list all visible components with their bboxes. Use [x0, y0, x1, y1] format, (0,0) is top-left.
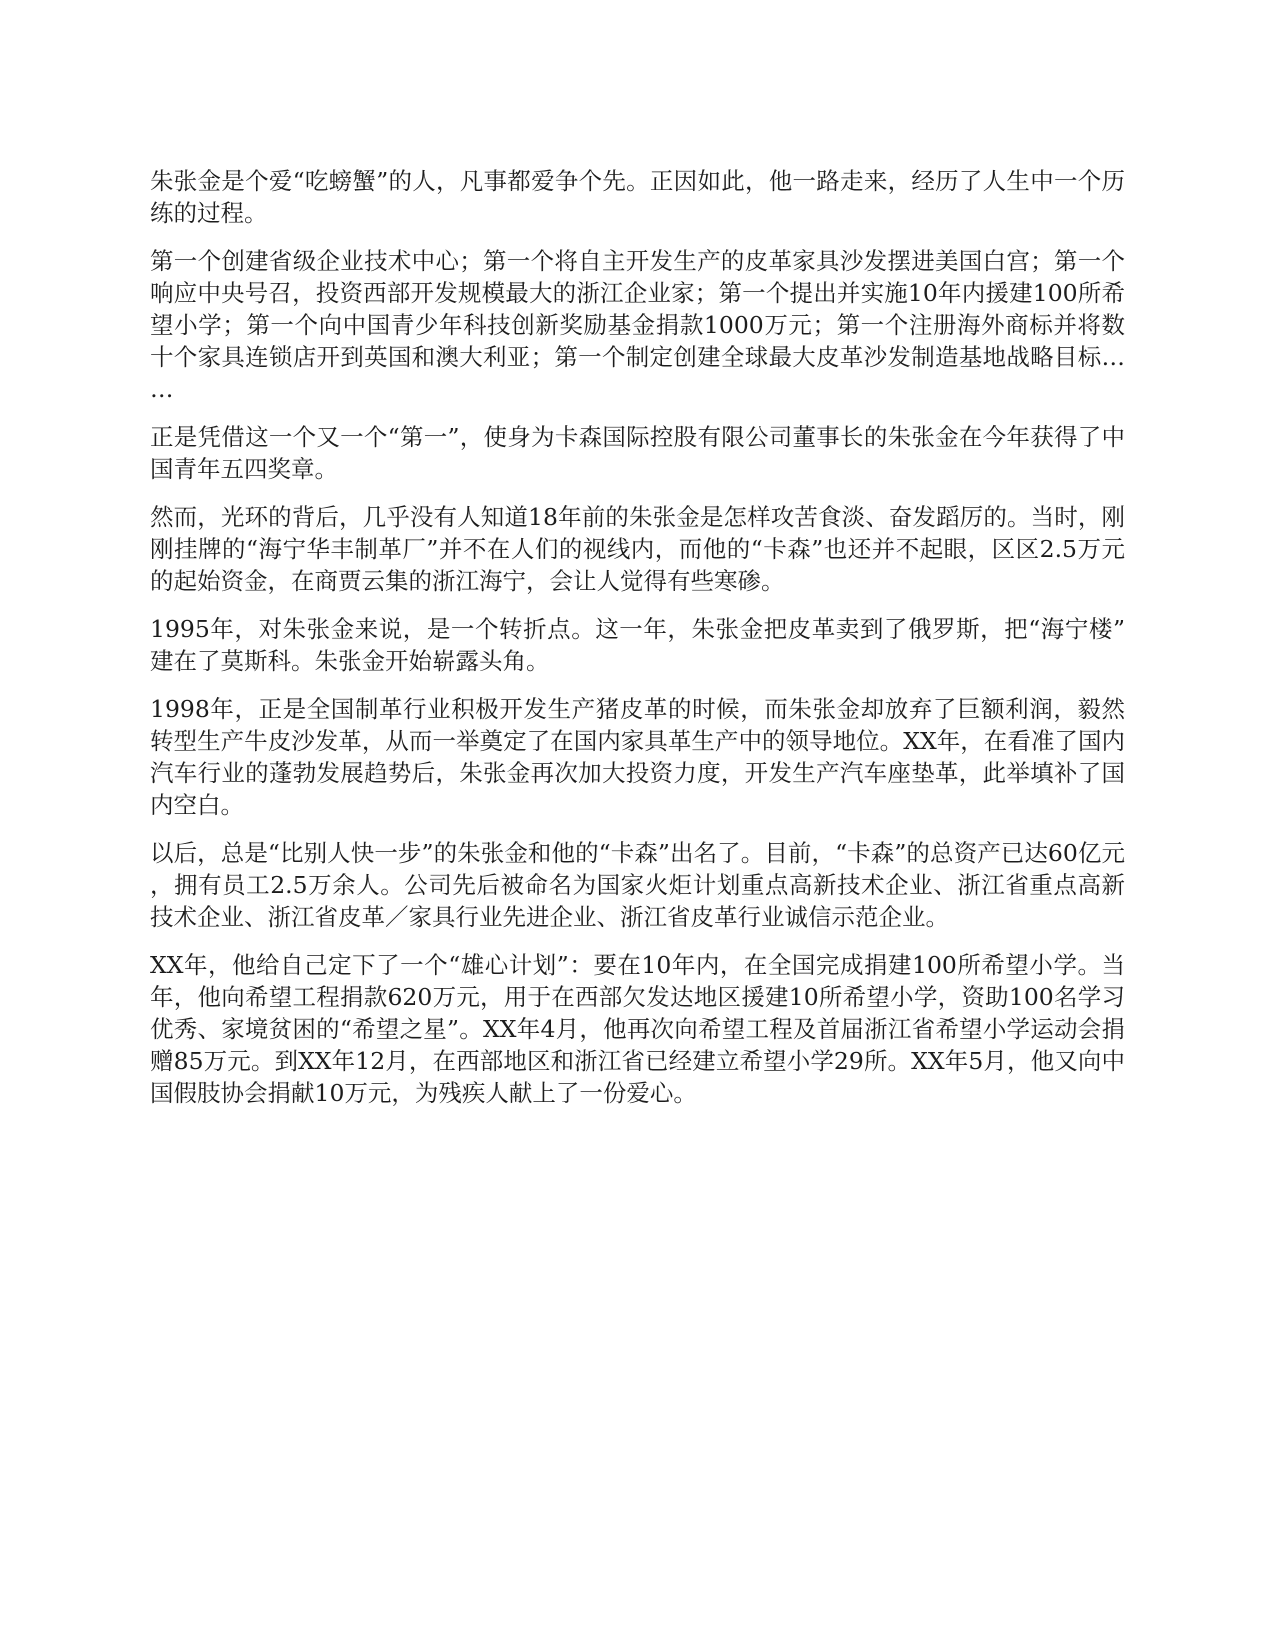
paragraph-firsts: 第一个创建省级企业技术中心；第一个将自主开发生产的皮革家具沙发摆进美国白宫；第一个响应中央号召，投资西部开发规模最大的浙江企业家；第一个提出并实施10年内援建100所希望小学；第一个向中国青少年科技创新奖励基金捐款1000万元；第一个注册海外商标并将数十个家具连锁店开到英国和澳大利亚；第一个制定创建全球最大皮革沙发制造基地战略目标…… [150, 247, 1125, 403]
paragraph-charity: XX年，他给自己定下了一个“雄心计划”：要在10年内，在全国完成捐建100所希望小学。当年，他向希望工程捐款620万元，用于在西部欠发达地区援建10所希望小学，资助100名学习优秀、家境贫困的“希望之星”。XX年4月，他再次向希望工程及首届浙江省希望小学运动会捐赠85万元。到XX年12月，在西部地区和浙江省已经建立希望小学29所。XX年5月，他又向中国假肢协会捐献10万元，为残疾人献上了一份爱心。 [150, 951, 1125, 1107]
paragraph-1998: 1998年，正是全国制革行业积极开发生产猪皮革的时候，而朱张金却放弃了巨额利润，毅然转型生产牛皮沙发革，从而一举奠定了在国内家具革生产中的领导地位。XX年，在看准了国内汽车行业的蓬勃发展趋势后，朱张金再次加大投资力度，开发生产汽车座垫革，此举填补了国内空白。 [150, 695, 1125, 819]
paragraph-intro: 朱张金是个爱“吃螃蟹”的人，凡事都爱争个先。正因如此，他一路走来，经历了人生中一个历练的过程。 [150, 167, 1125, 227]
paragraph-early-years: 然而，光环的背后，几乎没有人知道18年前的朱张金是怎样攻苦食淡、奋发蹈厉的。当时，刚刚挂牌的“海宁华丰制革厂”并不在人们的视线内，而他的“卡森”也还并不起眼，区区2.5万元的起始资金，在商贾云集的浙江海宁，会让人觉得有些寒碜。 [150, 503, 1125, 595]
paragraph-1995: 1995年，对朱张金来说，是一个转折点。这一年，朱张金把皮革卖到了俄罗斯，把“海宁楼”建在了莫斯科。朱张金开始崭露头角。 [150, 615, 1125, 675]
paragraph-company-growth: 以后，总是“比别人快一步”的朱张金和他的“卡森”出名了。目前，“卡森”的总资产已达60亿元，拥有员工2.5万余人。公司先后被命名为国家火炬计划重点高新技术企业、浙江省重点高新技术企业、浙江省皮革／家具行业先进企业、浙江省皮革行业诚信示范企业。 [150, 839, 1125, 931]
paragraph-award: 正是凭借这一个又一个“第一”，使身为卡森国际控股有限公司董事长的朱张金在今年获得了中国青年五四奖章。 [150, 423, 1125, 483]
document-body [150, 165, 1125, 1125]
